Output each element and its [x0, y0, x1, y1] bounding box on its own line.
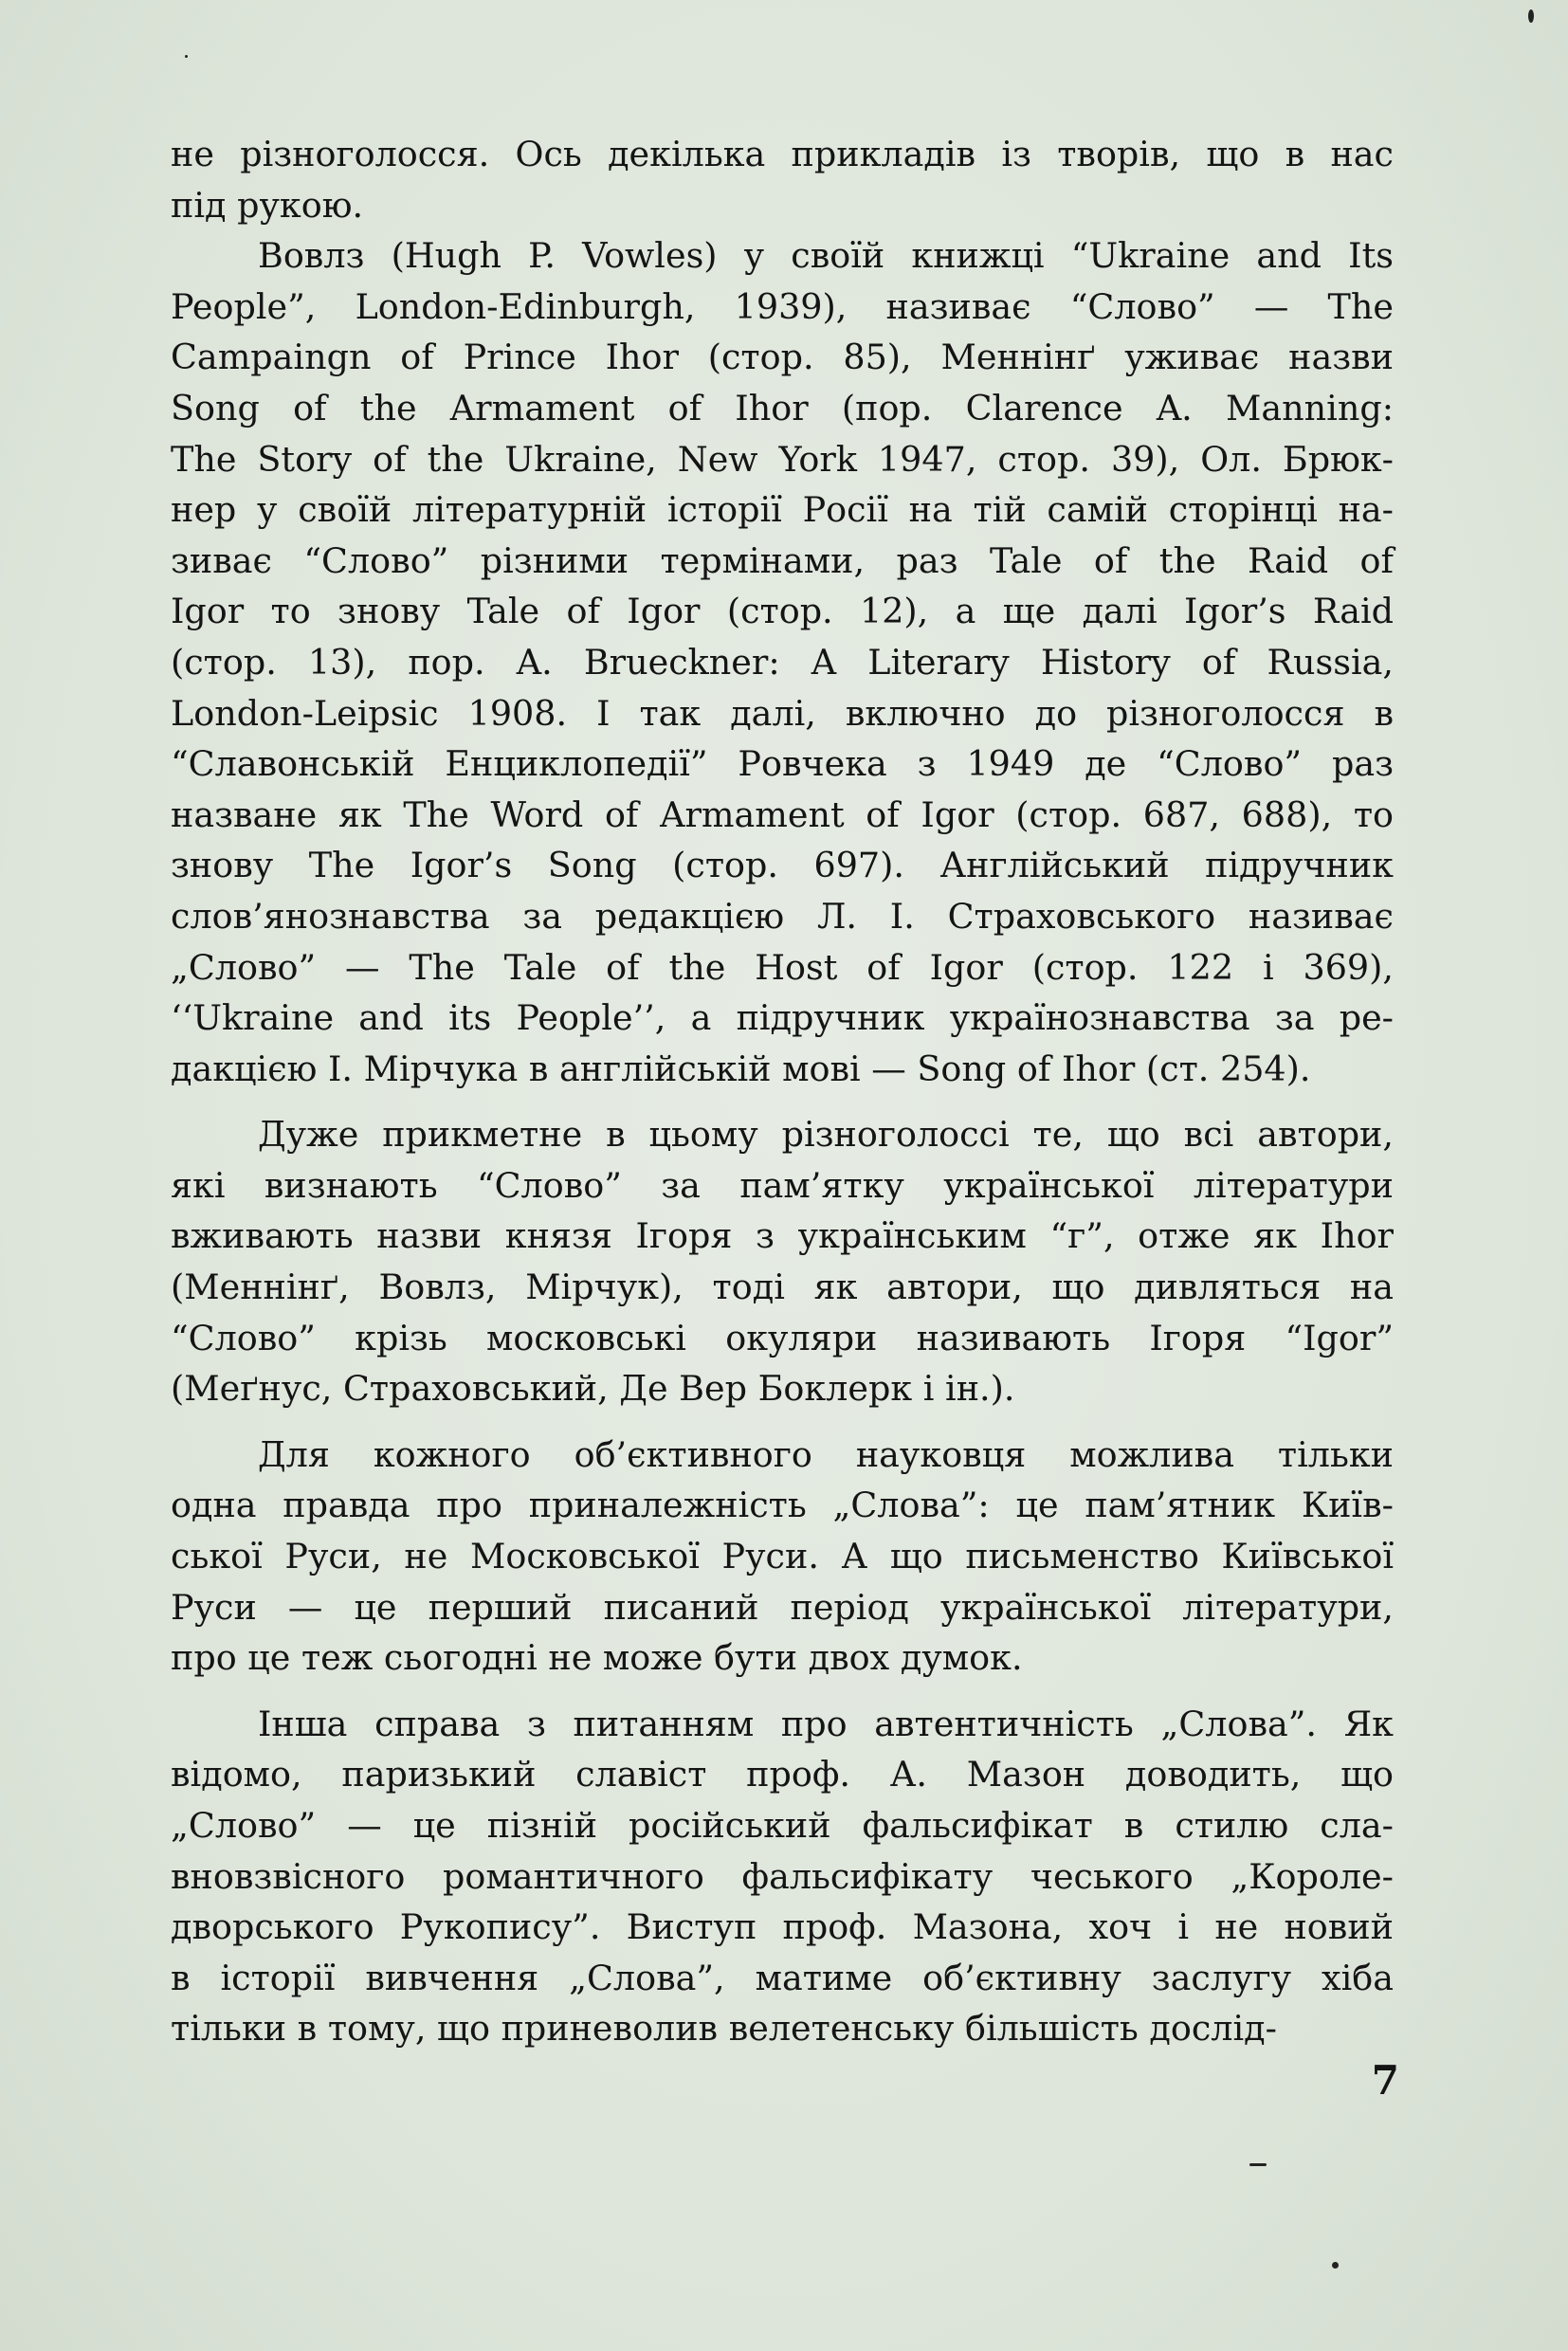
- text-line: Вовлз (Hugh P. Vowles) у своїй книжці “Ukraine and Its: [258, 235, 1394, 277]
- paragraph: [171, 129, 1394, 230]
- text-line: нер у своїй літературній історії Росії на тій самій сторінці на-: [171, 489, 1394, 531]
- text-line: вновзвісного романтичного фальсифікату чеського „Короле-: [171, 1855, 1394, 1897]
- text-line: не різноголосся. Ось декілька прикладів із творів, що в нас: [171, 134, 1394, 174]
- text-line: Руси — це перший писаний період української літератури,: [171, 1586, 1394, 1628]
- text-line: тільки в тому, що приневолив велетенську більшість дослід-: [171, 2008, 1277, 2050]
- paragraph: [171, 1430, 1394, 1684]
- text-line: London-Leipsic 1908. І так далі, включно до різноголосся в: [171, 692, 1394, 734]
- text-line: відомо, паризький славіст проф. А. Мазон доводить, що: [171, 1754, 1394, 1795]
- text-line: знову The Igor’s Song (стор. 697). Англійський підручник: [171, 845, 1394, 886]
- text-line: під рукою.: [171, 184, 364, 226]
- text-line: The Story of the Ukraine, New York 1947, стор. 39), Ол. Брюк-: [171, 438, 1394, 480]
- paragraph-gap: [171, 1684, 1394, 1699]
- text-line: (Меннінґ, Вовлз, Мірчук), тоді як автори, що дивляться на: [171, 1267, 1394, 1308]
- text-line: які визнають “Слово” за пам’ятку української літератури: [171, 1164, 1394, 1206]
- scan-speck: [1249, 2163, 1267, 2166]
- text-line: “Слово” крізь московські окуляри називають Ігоря “Igor”: [171, 1317, 1394, 1358]
- text-line: Інша справа з питанням про автентичність „Слова”. Як: [258, 1703, 1394, 1744]
- text-line: зиває “Слово” різними термінами, раз Tale of the Raid of: [171, 539, 1394, 581]
- text-line: People”, London-Edinburgh, 1939), називає “Слово” — The: [171, 285, 1394, 327]
- body-text: [171, 129, 1394, 2054]
- text-line: Igor то знову Tale of Igor (стор. 12), а ще далі Igor’s Raid: [171, 591, 1394, 632]
- paragraph: [171, 1699, 1394, 2054]
- text-line: (Меґнус, Страховський, Де Вер Боклерк і ін.).: [171, 1368, 1015, 1410]
- text-line: одна правда про приналежність „Слова”: це пам’ятник Київ-: [171, 1485, 1394, 1526]
- text-line: „Слово” — The Tale of the Host of Igor (стор. 122 і 369),: [171, 946, 1394, 988]
- paragraph-gap: [171, 1414, 1394, 1430]
- paragraph-gap: [171, 1094, 1394, 1109]
- scan-speck: [1332, 2262, 1339, 2269]
- text-line: “Славонській Енциклопедії” Ровчека з 1949 де “Слово” раз: [171, 743, 1394, 785]
- text-line: слов’янознавства за редакцією Л. І. Страховського називає: [171, 895, 1394, 937]
- text-line: ської Руси, не Московської Руси. А що письменство Київської: [171, 1536, 1394, 1577]
- paragraph: [171, 1109, 1394, 1414]
- paragraph: [171, 230, 1394, 1094]
- text-line: Дуже прикметне в цьому різноголоссі те, що всі автори,: [258, 1114, 1394, 1156]
- text-line: (стор. 13), пор. A. Brueckner: A Literary History of Russia,: [171, 641, 1394, 683]
- text-line: ‘‘Ukraine and its People’’, а підручник українознавства за ре-: [171, 997, 1394, 1039]
- text-line: вживають назви князя Ігоря з українським “г”, отже як Ihor: [171, 1215, 1394, 1257]
- text-line: дакцією І. Мірчука в англійській мові — Song of Ihor (ст. 254).: [171, 1048, 1311, 1089]
- text-line: про це теж сьогодні не може бути двох думок.: [171, 1637, 1023, 1679]
- text-line: дворського Рукопису”. Виступ проф. Мазона, хоч і не новий: [171, 1906, 1394, 1948]
- scan-speck: [1528, 9, 1534, 23]
- text-line: Для кожного об’єктивного науковця можлива тільки: [258, 1433, 1394, 1475]
- text-line: в історії вивчення „Слова”, матиме об’єктивну заслугу хіба: [171, 1957, 1394, 1998]
- text-line: назване як The Word of Armament of Igor (стор. 687, 688), то: [171, 793, 1394, 835]
- scan-speck: [185, 55, 188, 58]
- page-number: 7: [1371, 2057, 1399, 2104]
- text-line: „Слово” — це пізній російський фальсифікат в стилю сла-: [171, 1805, 1394, 1846]
- text-line: Campaingn of Prince Ihor (стор. 85), Меннінґ уживає назви: [171, 337, 1394, 378]
- text-line: Song of the Armament of Ihor (пор. Clarence A. Manning:: [171, 387, 1394, 428]
